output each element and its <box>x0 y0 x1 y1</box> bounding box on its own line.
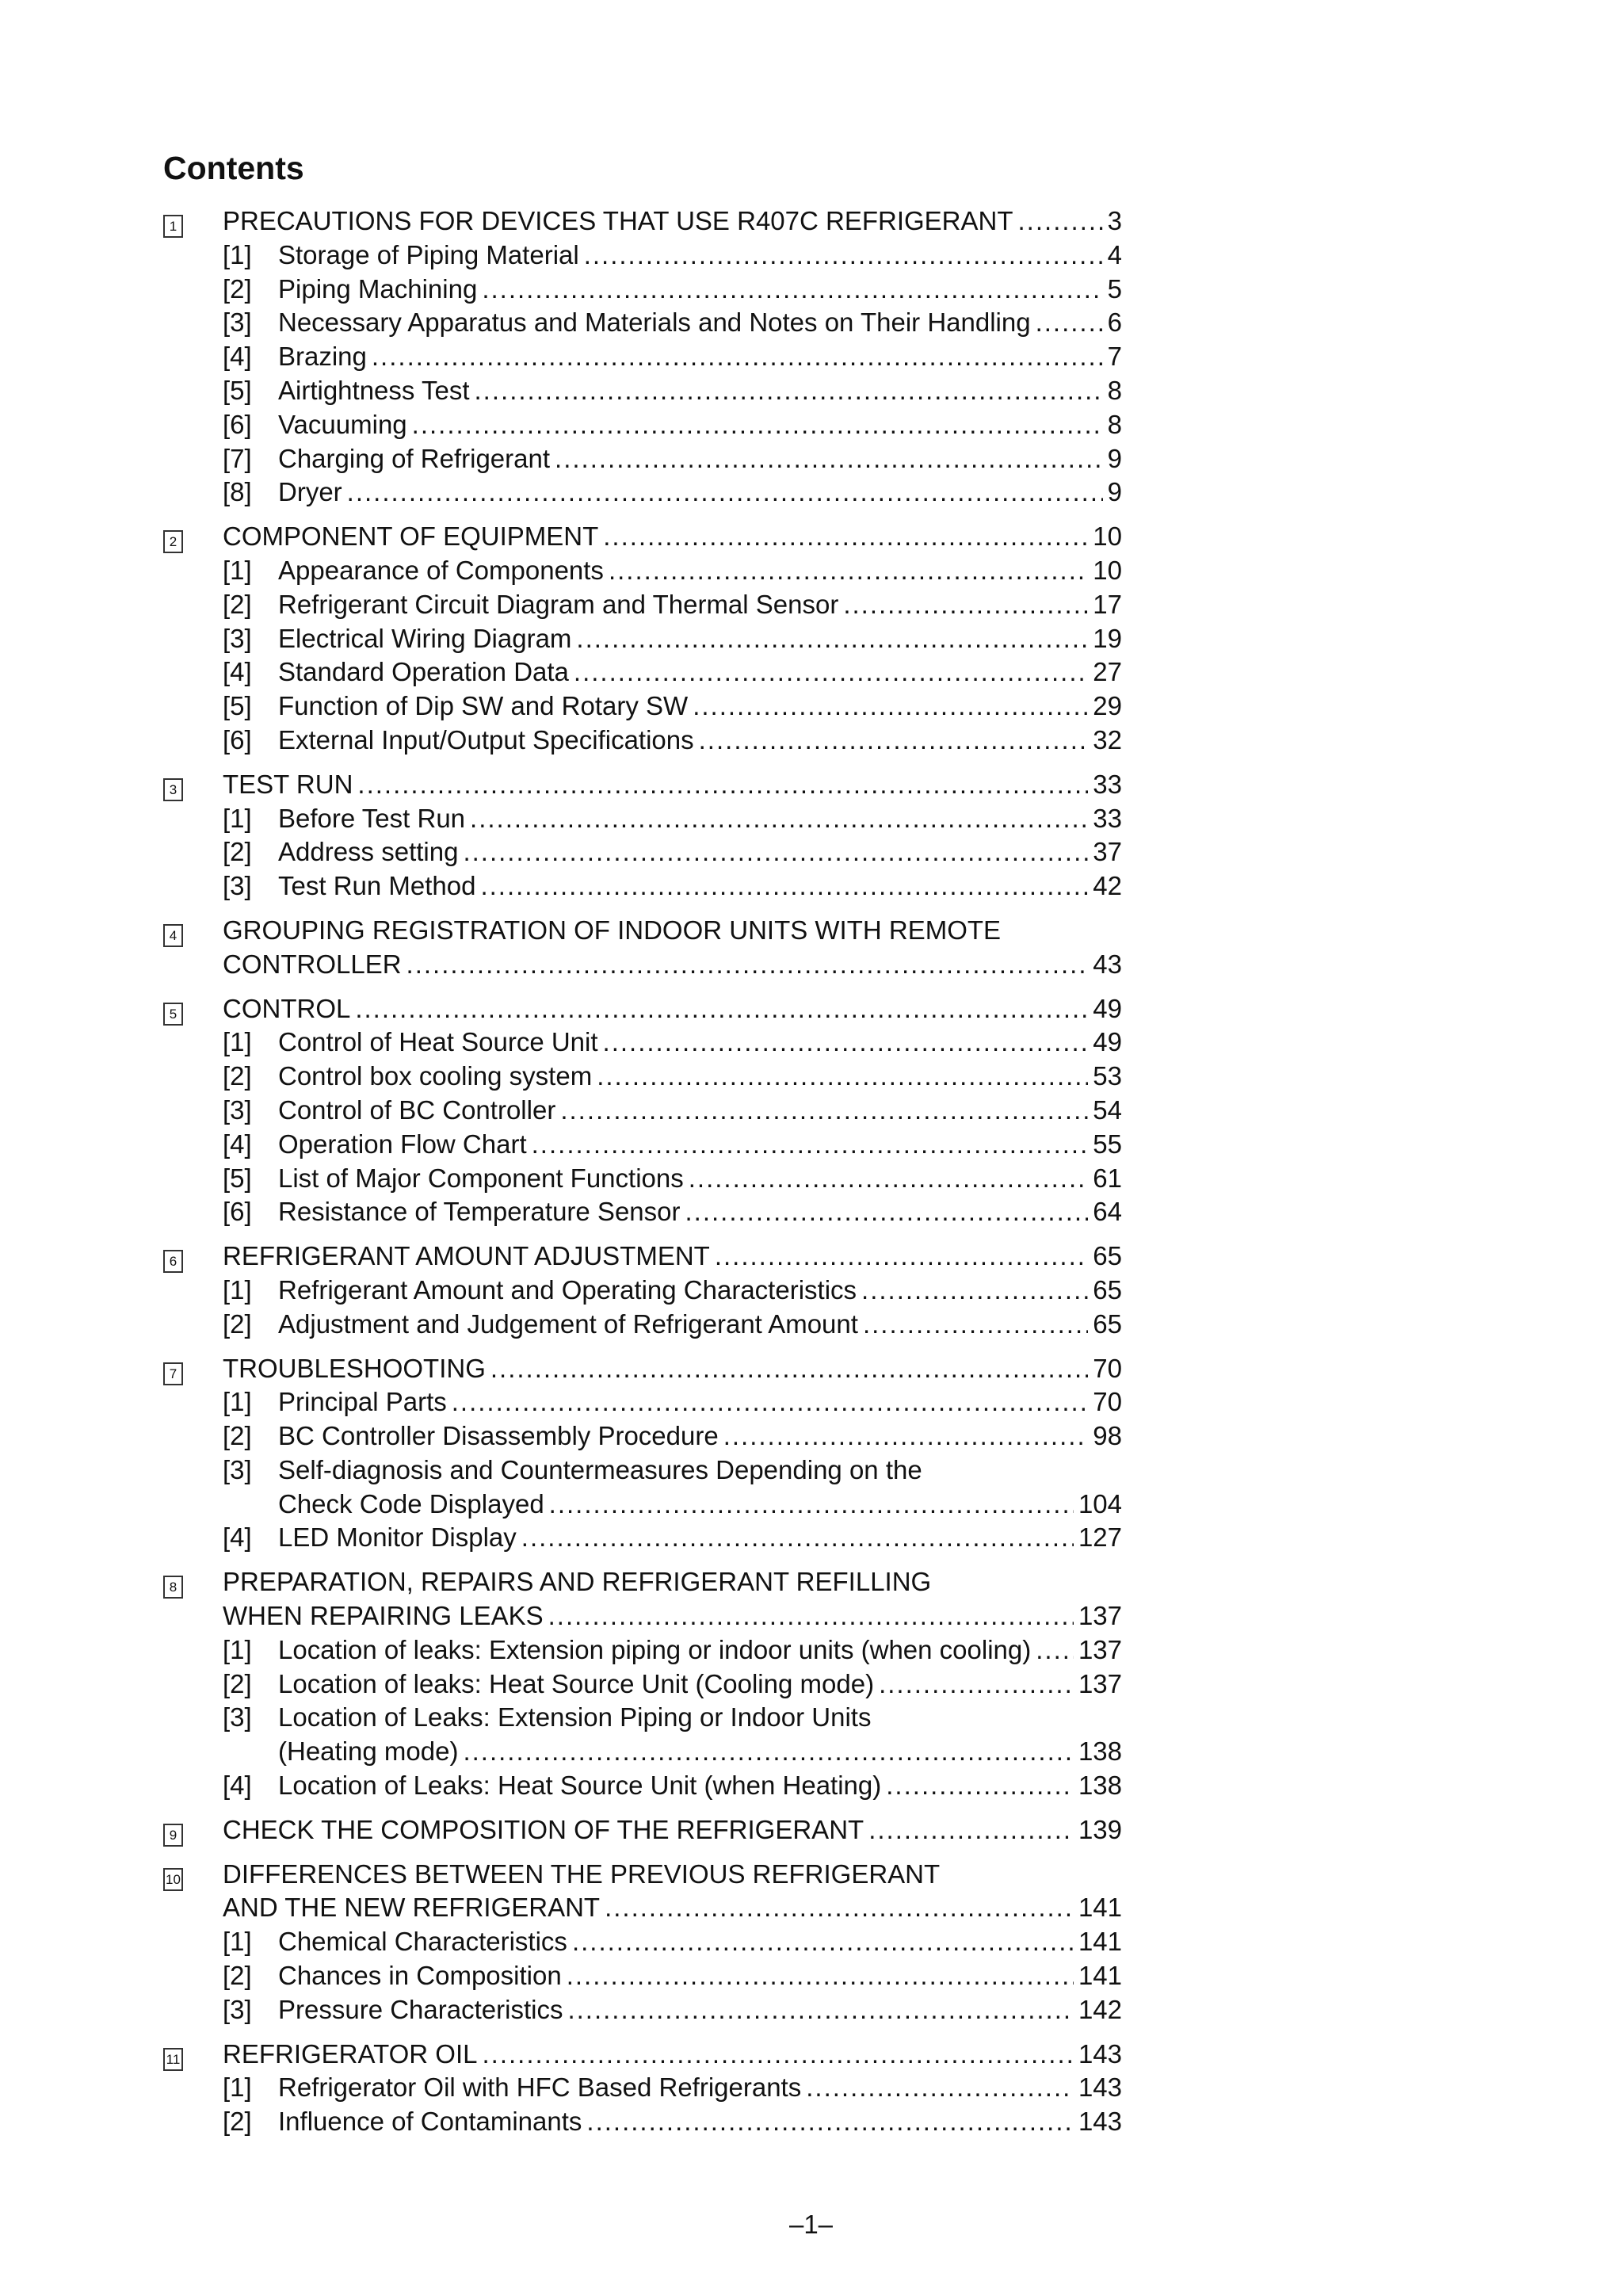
toc-subsection <box>163 1959 1122 1993</box>
toc-subsection <box>163 1094 1122 1128</box>
toc-subsection <box>163 1735 1122 1769</box>
subsection-title: (Heating mode) <box>278 1736 459 1767</box>
subsection-title: Adjustment and Judgement of Refrigerant Amount <box>278 1308 858 1339</box>
toc-section <box>163 1565 1122 1803</box>
subsection-title: Necessary Apparatus and Materials and Notes on Their Handling <box>278 308 1031 338</box>
toc-subsection <box>163 1454 1122 1488</box>
toc-section-heading <box>163 1599 1122 1633</box>
subsection-number: [4] <box>223 1129 252 1159</box>
page-title: Contents <box>163 150 304 186</box>
dot-leader <box>483 2038 1074 2072</box>
subsection-title: Check Code Displayed <box>278 1488 544 1519</box>
toc-subsection <box>163 1668 1122 1702</box>
subsection-page-number: 143 <box>1078 2073 1122 2103</box>
subsection-title: Influence of Contaminants <box>278 2107 582 2137</box>
subsection-title: LED Monitor Display <box>278 1522 517 1553</box>
toc-subsection <box>163 1769 1122 1803</box>
subsection-page-number: 17 <box>1093 589 1122 619</box>
toc-subsection <box>163 1026 1122 1060</box>
subsection-number: [1] <box>223 239 252 269</box>
toc-subsection <box>163 1488 1122 1522</box>
toc-subsection <box>163 1993 1122 2027</box>
subsection-title: Piping Machining <box>278 273 478 304</box>
section-page-number: 33 <box>1093 769 1122 799</box>
subsection-page-number: 10 <box>1093 555 1122 585</box>
subsection-page-number: 55 <box>1093 1129 1122 1159</box>
toc-section-heading <box>163 1352 1122 1386</box>
subsection-page-number: 65 <box>1093 1308 1122 1339</box>
subsection-title: Refrigerant Circuit Diagram and Thermal Sensor <box>278 589 839 619</box>
dot-leader <box>861 1274 1088 1308</box>
section-title: AND THE NEW REFRIGERANT <box>223 1893 601 1923</box>
dot-leader <box>452 1385 1089 1419</box>
subsection-number: [2] <box>223 837 252 867</box>
toc-subsection <box>163 374 1122 408</box>
dot-leader <box>693 690 1088 724</box>
toc-section-heading <box>163 914 1122 948</box>
subsection-page-number: 61 <box>1093 1163 1122 1193</box>
dot-leader <box>521 1521 1074 1555</box>
dot-leader <box>548 1599 1074 1633</box>
subsection-page-number: 49 <box>1093 1027 1122 1057</box>
dot-leader <box>357 768 1088 802</box>
section-title: TROUBLESHOOTING <box>223 1353 486 1383</box>
subsection-number: [4] <box>223 342 252 372</box>
toc-subsection <box>163 1521 1122 1555</box>
toc-section <box>163 520 1122 758</box>
subsection-page-number: 141 <box>1078 1927 1122 1957</box>
subsection-title: BC Controller Disassembly Procedure <box>278 1421 719 1451</box>
toc-subsection <box>163 2105 1122 2139</box>
subsection-page-number: 138 <box>1078 1736 1122 1767</box>
dot-leader <box>567 1959 1074 1993</box>
subsection-number: [1] <box>223 2073 252 2103</box>
dot-leader <box>715 1240 1088 1274</box>
subsection-page-number: 32 <box>1093 724 1122 755</box>
dot-leader <box>1018 204 1103 239</box>
section-page-number: 143 <box>1078 2038 1122 2069</box>
subsection-number: [2] <box>223 1421 252 1451</box>
dot-leader <box>567 1993 1073 2027</box>
subsection-number: [1] <box>223 1387 252 1417</box>
subsection-number: [2] <box>223 589 252 619</box>
toc-subsection <box>163 588 1122 622</box>
toc-subsection <box>163 273 1122 307</box>
subsection-page-number: 138 <box>1078 1771 1122 1801</box>
subsection-page-number: 65 <box>1093 1274 1122 1305</box>
subsection-page-number: 29 <box>1093 691 1122 721</box>
section-title: COMPONENT OF EQUIPMENT <box>223 521 599 552</box>
dot-leader <box>806 2071 1074 2105</box>
toc-subsection <box>163 622 1122 656</box>
toc-subsection <box>163 1633 1122 1668</box>
subsection-number: [1] <box>223 1274 252 1305</box>
subsection-title: Chances in Composition <box>278 1961 562 1991</box>
subsection-title: Brazing <box>278 342 367 372</box>
section-title: CHECK THE COMPOSITION OF THE REFRIGERANT <box>223 1814 864 1844</box>
subsection-title: External Input/Output Specifications <box>278 724 694 755</box>
dot-leader <box>412 408 1103 442</box>
subsection-number: [6] <box>223 409 252 439</box>
toc-subsection <box>163 1925 1122 1959</box>
table-of-contents <box>163 204 1122 2149</box>
section-number-cell <box>163 520 223 554</box>
section-title: CONTROL <box>223 993 351 1023</box>
toc-subsection <box>163 1274 1122 1308</box>
toc-section-heading <box>163 948 1122 982</box>
toc-section <box>163 992 1122 1230</box>
subsection-title: Location of Leaks: Extension Piping or Indoor Units <box>278 1702 872 1733</box>
toc-section-heading <box>163 1891 1122 1925</box>
dot-leader <box>1036 306 1103 340</box>
toc-section <box>163 1240 1122 1341</box>
subsection-title: Principal Parts <box>278 1387 447 1417</box>
toc-subsection <box>163 1195 1122 1229</box>
subsection-number: [2] <box>223 1308 252 1339</box>
dot-leader <box>1036 1633 1074 1668</box>
section-page-number: 70 <box>1093 1353 1122 1383</box>
subsection-number: [2] <box>223 1668 252 1698</box>
toc-subsection <box>163 340 1122 374</box>
toc-section-heading <box>163 1565 1122 1599</box>
subsection-number: [5] <box>223 375 252 405</box>
toc-subsection <box>163 476 1122 510</box>
dot-leader <box>572 1925 1074 1959</box>
page-number-footer: –1– <box>788 2210 834 2239</box>
section-number-cell <box>163 1565 223 1599</box>
subsection-number: [2] <box>223 2107 252 2137</box>
section-page-number: 141 <box>1078 1893 1122 1923</box>
section-number-box: 6 <box>163 1250 183 1273</box>
toc-section-heading <box>163 2038 1122 2072</box>
subsection-number: [5] <box>223 1163 252 1193</box>
toc-section-heading <box>163 204 1122 239</box>
subsection-number: [3] <box>223 1454 252 1484</box>
subsection-number: [4] <box>223 1522 252 1553</box>
toc-subsection <box>163 408 1122 442</box>
subsection-title: Airtightness Test <box>278 375 470 405</box>
toc-subsection <box>163 835 1122 869</box>
toc-subsection <box>163 1162 1122 1196</box>
subsection-title: Control box cooling system <box>278 1061 593 1091</box>
section-page-number: 137 <box>1078 1601 1122 1631</box>
toc-subsection <box>163 724 1122 758</box>
subsection-number: [1] <box>223 1027 252 1057</box>
subsection-number: [3] <box>223 1994 252 2024</box>
toc-section-heading <box>163 1813 1122 1847</box>
dot-leader <box>574 655 1088 690</box>
toc-subsection <box>163 690 1122 724</box>
section-number-cell <box>163 992 223 1026</box>
dot-leader <box>463 835 1088 869</box>
subsection-page-number: 33 <box>1093 803 1122 833</box>
subsection-number: [2] <box>223 1061 252 1091</box>
section-number-box: 2 <box>163 530 183 553</box>
dot-leader <box>463 1735 1073 1769</box>
section-number-cell <box>163 1352 223 1386</box>
subsection-number: [6] <box>223 724 252 755</box>
subsection-page-number: 27 <box>1093 657 1122 687</box>
subsection-page-number: 104 <box>1078 1488 1122 1519</box>
subsection-page-number: 8 <box>1107 375 1122 405</box>
subsection-page-number: 4 <box>1107 239 1122 269</box>
dot-leader <box>886 1769 1074 1803</box>
section-page-number: 10 <box>1093 521 1122 552</box>
subsection-title: Test Run Method <box>278 871 476 901</box>
section-title: PREPARATION, REPAIRS AND REFRIGERANT REFILLING <box>223 1567 932 1597</box>
subsection-number: [3] <box>223 1095 252 1125</box>
subsection-number: [4] <box>223 1771 252 1801</box>
section-page-number: 43 <box>1093 949 1122 979</box>
subsection-number: [6] <box>223 1197 252 1227</box>
subsection-title: Location of leaks: Heat Source Unit (Cooling mode) <box>278 1668 875 1698</box>
subsection-number: [3] <box>223 1702 252 1733</box>
dot-leader <box>372 340 1103 374</box>
subsection-page-number: 98 <box>1093 1421 1122 1451</box>
subsection-title: Location of leaks: Extension piping or indoor units (when cooling) <box>278 1634 1032 1664</box>
section-title: TEST RUN <box>223 769 353 799</box>
subsection-title: Pressure Characteristics <box>278 1994 563 2024</box>
section-number-box: 1 <box>163 215 183 238</box>
toc-subsection <box>163 1419 1122 1454</box>
toc-section <box>163 1352 1122 1556</box>
dot-leader <box>584 239 1103 273</box>
subsection-page-number: 8 <box>1107 409 1122 439</box>
section-title: CONTROLLER <box>223 949 402 979</box>
subsection-title: Refrigerator Oil with HFC Based Refrigerants <box>278 2073 802 2103</box>
subsection-page-number: 127 <box>1078 1522 1122 1553</box>
subsection-number: [2] <box>223 1961 252 1991</box>
subsection-page-number: 9 <box>1107 443 1122 473</box>
toc-subsection <box>163 869 1122 904</box>
section-number-box: 9 <box>163 1824 183 1847</box>
subsection-title: Refrigerant Amount and Operating Characteristics <box>278 1274 857 1305</box>
section-title: GROUPING REGISTRATION OF INDOOR UNITS WITH REMOTE <box>223 915 1002 945</box>
toc-subsection <box>163 239 1122 273</box>
subsection-title: Operation Flow Chart <box>278 1129 527 1159</box>
section-number-cell <box>163 1240 223 1274</box>
subsection-title: Location of Leaks: Heat Source Unit (when Heating) <box>278 1771 882 1801</box>
subsection-title: Address setting <box>278 837 459 867</box>
subsection-page-number: 143 <box>1078 2107 1122 2137</box>
subsection-title: Electrical Wiring Diagram <box>278 623 572 653</box>
subsection-page-number: 70 <box>1093 1387 1122 1417</box>
section-page-number: 3 <box>1107 206 1122 235</box>
subsection-title: Vacuuming <box>278 409 407 439</box>
toc-section <box>163 914 1122 982</box>
subsection-page-number: 6 <box>1107 308 1122 338</box>
dot-leader <box>480 869 1088 904</box>
subsection-number: [1] <box>223 803 252 833</box>
dot-leader <box>605 1891 1074 1925</box>
subsection-page-number: 142 <box>1078 1994 1122 2024</box>
section-number-box: 5 <box>163 1003 183 1026</box>
subsection-title: Function of Dip SW and Rotary SW <box>278 691 689 721</box>
dot-leader <box>685 1195 1089 1229</box>
subsection-title: Storage of Piping Material <box>278 239 579 269</box>
subsection-title: Standard Operation Data <box>278 657 569 687</box>
dot-leader <box>475 374 1103 408</box>
subsection-page-number: 37 <box>1093 837 1122 867</box>
dot-leader <box>863 1308 1088 1342</box>
dot-leader <box>470 802 1088 836</box>
subsection-title: Control of Heat Source Unit <box>278 1027 598 1057</box>
dot-leader <box>699 724 1089 758</box>
toc-subsection <box>163 802 1122 836</box>
subsection-title: Before Test Run <box>278 803 466 833</box>
dot-leader <box>603 520 1088 554</box>
toc-section-heading <box>163 520 1122 554</box>
subsection-number: [2] <box>223 273 252 304</box>
dot-leader <box>586 2105 1074 2139</box>
toc-subsection <box>163 1385 1122 1419</box>
subsection-title: Charging of Refrigerant <box>278 443 551 473</box>
toc-subsection <box>163 1701 1122 1735</box>
dot-leader <box>609 554 1088 588</box>
dot-leader <box>406 948 1089 982</box>
dot-leader <box>603 1026 1089 1060</box>
subsection-title: Self-diagnosis and Countermeasures Depending on the <box>278 1454 922 1484</box>
subsection-number: [1] <box>223 1634 252 1664</box>
dot-leader <box>597 1060 1088 1094</box>
section-number-cell <box>163 768 223 802</box>
subsection-title: Resistance of Temperature Sensor <box>278 1197 681 1227</box>
section-number-cell <box>163 204 223 239</box>
subsection-number: [7] <box>223 443 252 473</box>
subsection-page-number: 137 <box>1078 1668 1122 1698</box>
toc-section-heading <box>163 768 1122 802</box>
dot-leader <box>723 1419 1089 1454</box>
section-number-cell <box>163 1813 223 1847</box>
subsection-number: [3] <box>223 308 252 338</box>
section-number-cell <box>163 2038 223 2072</box>
subsection-page-number: 42 <box>1093 871 1122 901</box>
toc-section <box>163 768 1122 904</box>
toc-subsection <box>163 306 1122 340</box>
subsection-title: Control of BC Controller <box>278 1095 556 1125</box>
dot-leader <box>879 1668 1074 1702</box>
dot-leader <box>532 1128 1089 1162</box>
subsection-number: [3] <box>223 871 252 901</box>
subsection-title: List of Major Component Functions <box>278 1163 684 1193</box>
toc-section-heading <box>163 1240 1122 1274</box>
section-title: REFRIGERANT AMOUNT ADJUSTMENT <box>223 1241 710 1271</box>
subsection-page-number: 137 <box>1078 1634 1122 1664</box>
section-number-box: 4 <box>163 924 183 947</box>
dot-leader <box>549 1488 1074 1522</box>
section-number-box: 8 <box>163 1576 183 1599</box>
dot-leader <box>482 273 1102 307</box>
toc-subsection <box>163 655 1122 690</box>
section-number-cell <box>163 914 223 948</box>
section-title: PRECAUTIONS FOR DEVICES THAT USE R407C REFRIGERANT <box>223 206 1013 235</box>
subsection-number: [3] <box>223 623 252 653</box>
section-number-box: 3 <box>163 778 183 801</box>
section-title: WHEN REPAIRING LEAKS <box>223 1601 544 1631</box>
subsection-number: [4] <box>223 657 252 687</box>
toc-section-heading <box>163 1858 1122 1892</box>
section-number-box: 11 <box>163 2048 183 2071</box>
toc-section <box>163 204 1122 510</box>
subsection-number: [1] <box>223 1927 252 1957</box>
toc-section-heading <box>163 992 1122 1026</box>
dot-leader <box>689 1162 1089 1196</box>
subsection-number: [5] <box>223 691 252 721</box>
subsection-title: Dryer <box>278 477 342 507</box>
dot-leader <box>347 476 1103 510</box>
section-page-number: 139 <box>1078 1814 1122 1844</box>
section-page-number: 65 <box>1093 1241 1122 1271</box>
toc-subsection <box>163 1060 1122 1094</box>
section-number-box: 7 <box>163 1362 183 1385</box>
subsection-page-number: 53 <box>1093 1061 1122 1091</box>
dot-leader <box>560 1094 1088 1128</box>
dot-leader <box>555 442 1103 476</box>
subsection-page-number: 19 <box>1093 623 1122 653</box>
toc-section <box>163 2038 1122 2139</box>
dot-leader <box>576 622 1088 656</box>
section-number-box: 10 <box>163 1868 183 1891</box>
section-title: REFRIGERATOR OIL <box>223 2038 478 2069</box>
section-title: DIFFERENCES BETWEEN THE PREVIOUS REFRIGERANT <box>223 1859 941 1889</box>
subsection-page-number: 64 <box>1093 1197 1122 1227</box>
toc-section <box>163 1813 1122 1847</box>
toc-section <box>163 1858 1122 2027</box>
toc-subsection <box>163 1308 1122 1342</box>
subsection-number: [1] <box>223 555 252 585</box>
subsection-title: Appearance of Components <box>278 555 604 585</box>
dot-leader <box>843 588 1088 622</box>
subsection-page-number: 5 <box>1107 273 1122 304</box>
toc-subsection <box>163 554 1122 588</box>
toc-subsection <box>163 2071 1122 2105</box>
dot-leader <box>355 992 1088 1026</box>
section-page-number: 49 <box>1093 993 1122 1023</box>
section-number-cell <box>163 1858 223 1892</box>
dot-leader <box>490 1352 1088 1386</box>
toc-subsection <box>163 442 1122 476</box>
subsection-number: [8] <box>223 477 252 507</box>
subsection-page-number: 9 <box>1107 477 1122 507</box>
dot-leader <box>868 1813 1074 1847</box>
subsection-page-number: 141 <box>1078 1961 1122 1991</box>
subsection-title: Chemical Characteristics <box>278 1927 567 1957</box>
toc-subsection <box>163 1128 1122 1162</box>
subsection-page-number: 54 <box>1093 1095 1122 1125</box>
subsection-page-number: 7 <box>1107 342 1122 372</box>
